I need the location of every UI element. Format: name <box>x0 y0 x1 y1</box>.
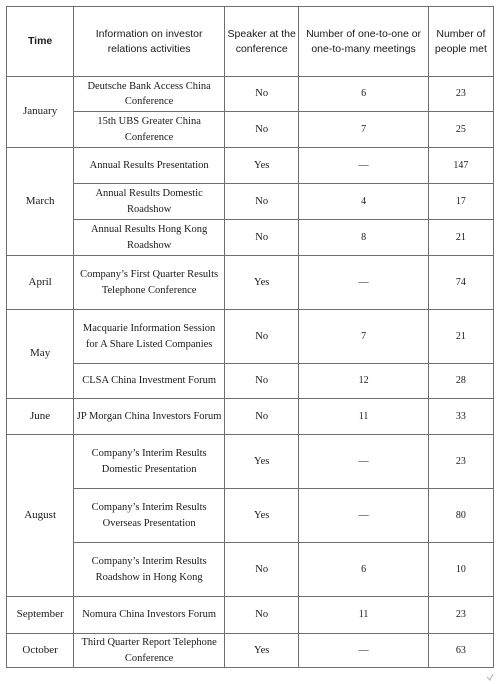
speaker-cell: No <box>225 184 299 220</box>
speaker-cell: No <box>225 310 299 364</box>
meetings-cell: 6 <box>299 543 428 597</box>
month-cell: October <box>7 634 74 668</box>
info-cell: Third Quarter Report Telephone Conference <box>74 634 225 668</box>
info-cell: Macquarie Information Session for A Share Listed Companies <box>74 310 225 364</box>
meetings-cell: 6 <box>299 77 428 112</box>
people-cell: 23 <box>428 435 493 489</box>
speaker-cell: Yes <box>225 148 299 184</box>
table-row <box>7 148 494 184</box>
meetings-cell: — <box>299 435 428 489</box>
speaker-cell: Yes <box>225 634 299 668</box>
info-cell: Deutsche Bank Access China Conference <box>74 77 225 112</box>
investor-relations-table <box>6 6 494 668</box>
people-cell: 25 <box>428 112 493 148</box>
people-cell: 23 <box>428 77 493 112</box>
people-cell: 147 <box>428 148 493 184</box>
meetings-cell: 11 <box>299 597 428 634</box>
table-row <box>7 634 494 668</box>
header-time: Time <box>7 7 74 77</box>
people-cell: 28 <box>428 364 493 399</box>
meetings-cell: — <box>299 148 428 184</box>
header-info: Information on investor relations activities <box>74 7 225 77</box>
meetings-cell: — <box>299 634 428 668</box>
people-cell: 74 <box>428 256 493 310</box>
people-cell: 63 <box>428 634 493 668</box>
info-cell: Company’s Interim Results Roadshow in Hong Kong <box>74 543 225 597</box>
header-meetings: Number of one-to-one or one-to-many meetings <box>299 7 428 77</box>
speaker-cell: Yes <box>225 435 299 489</box>
month-cell: August <box>7 435 74 597</box>
info-cell: Company’s Interim Results Overseas Presentation <box>74 489 225 543</box>
table-row <box>7 220 494 256</box>
header-row <box>7 7 494 77</box>
info-cell: Company’s First Quarter Results Telephone Conference <box>74 256 225 310</box>
info-cell: Annual Results Presentation <box>74 148 225 184</box>
meetings-cell: 12 <box>299 364 428 399</box>
table-row <box>7 112 494 148</box>
people-cell: 80 <box>428 489 493 543</box>
month-cell: May <box>7 310 74 399</box>
table-row <box>7 435 494 489</box>
month-cell: June <box>7 399 74 435</box>
info-cell: Nomura China Investors Forum <box>74 597 225 634</box>
meetings-cell: 7 <box>299 112 428 148</box>
meetings-cell: 4 <box>299 184 428 220</box>
people-cell: 17 <box>428 184 493 220</box>
speaker-cell: No <box>225 112 299 148</box>
info-cell: Annual Results Hong Kong Roadshow <box>74 220 225 256</box>
info-cell: Company’s Interim Results Domestic Presentation <box>74 435 225 489</box>
info-cell: 15th UBS Greater China Conference <box>74 112 225 148</box>
month-cell: September <box>7 597 74 634</box>
table-row <box>7 489 494 543</box>
info-cell: Annual Results Domestic Roadshow <box>74 184 225 220</box>
table-row <box>7 399 494 435</box>
table-row <box>7 77 494 112</box>
people-cell: 10 <box>428 543 493 597</box>
speaker-cell: No <box>225 220 299 256</box>
month-cell: January <box>7 77 74 148</box>
speaker-cell: No <box>225 364 299 399</box>
meetings-cell: 7 <box>299 310 428 364</box>
table-row <box>7 543 494 597</box>
people-cell: 23 <box>428 597 493 634</box>
people-cell: 21 <box>428 220 493 256</box>
speaker-cell: Yes <box>225 489 299 543</box>
paragraph-mark-icon <box>486 673 494 681</box>
table-row <box>7 256 494 310</box>
info-cell: CLSA China Investment Forum <box>74 364 225 399</box>
header-speaker: Speaker at the conference <box>225 7 299 77</box>
table-row <box>7 364 494 399</box>
meetings-cell: 8 <box>299 220 428 256</box>
info-cell: JP Morgan China Investors Forum <box>74 399 225 435</box>
speaker-cell: Yes <box>225 256 299 310</box>
table-row <box>7 310 494 364</box>
people-cell: 21 <box>428 310 493 364</box>
speaker-cell: No <box>225 597 299 634</box>
meetings-cell: 11 <box>299 399 428 435</box>
speaker-cell: No <box>225 77 299 112</box>
speaker-cell: No <box>225 399 299 435</box>
month-cell: March <box>7 148 74 256</box>
table-row <box>7 184 494 220</box>
meetings-cell: — <box>299 256 428 310</box>
speaker-cell: No <box>225 543 299 597</box>
meetings-cell: — <box>299 489 428 543</box>
people-cell: 33 <box>428 399 493 435</box>
table-row <box>7 597 494 634</box>
header-people: Number of people met <box>428 7 493 77</box>
month-cell: April <box>7 256 74 310</box>
